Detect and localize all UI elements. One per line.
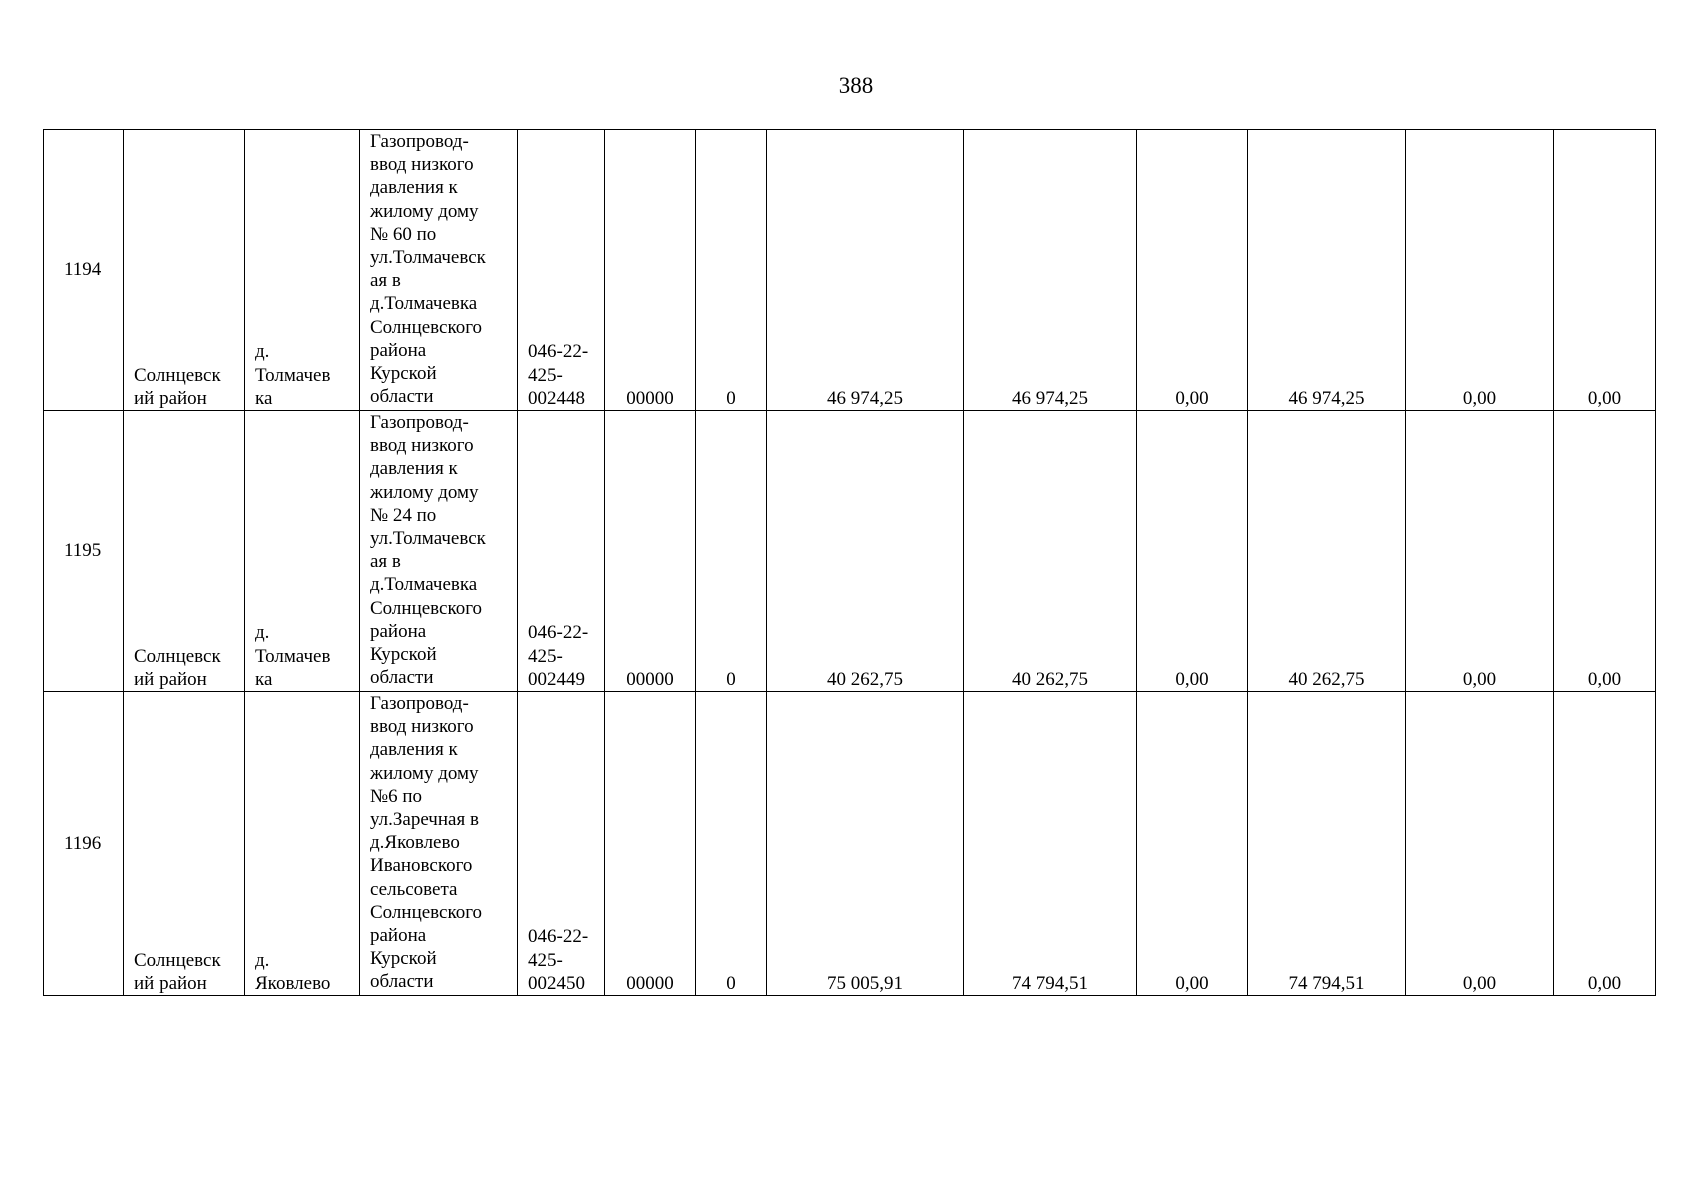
cadastral-code-cell: 046-22- 425- 002450 [518,692,605,996]
value-cell: 0,00 [1137,692,1248,996]
value-cell: 46 974,25 [1248,130,1406,411]
value-cell: 40 262,75 [964,411,1137,692]
registry-table [43,129,1656,996]
settlement-cell: д. Яковлево [245,692,360,996]
value-cell: 74 794,51 [1248,692,1406,996]
cadastral-code-cell: 046-22- 425- 002448 [518,130,605,411]
flag-cell: 0 [696,411,767,692]
value-cell: 46 974,25 [964,130,1137,411]
value-cell: 0,00 [1137,411,1248,692]
code-cell: 00000 [605,411,696,692]
value-cell: 0,00 [1406,130,1554,411]
value-cell: 0,00 [1137,130,1248,411]
table-row [44,411,1656,692]
district-cell: Солнцевск ий район [124,692,245,996]
value-cell: 40 262,75 [1248,411,1406,692]
value-cell: 0,00 [1406,692,1554,996]
settlement-cell: д. Толмачев ка [245,130,360,411]
code-cell: 00000 [605,692,696,996]
table-row [44,692,1656,996]
flag-cell: 0 [696,692,767,996]
object-name-cell: Газопровод- ввод низкого давления к жилому дому №6 по ул.Заречная в д.Яковлево Ивановского сельсовета Солнцевского района Курской области [360,692,518,996]
value-cell: 0,00 [1406,411,1554,692]
row-index: 1196 [44,692,124,996]
code-cell: 00000 [605,130,696,411]
page-number: 388 [838,73,874,98]
value-cell: 0,00 [1554,692,1656,996]
table-row [44,130,1656,411]
value-cell: 0,00 [1554,411,1656,692]
value-cell: 0,00 [1554,130,1656,411]
value-cell: 40 262,75 [767,411,964,692]
row-index: 1194 [44,130,124,411]
district-cell: Солнцевск ий район [124,130,245,411]
value-cell: 75 005,91 [767,692,964,996]
value-cell: 46 974,25 [767,130,964,411]
value-cell: 74 794,51 [964,692,1137,996]
object-name-cell: Газопровод- ввод низкого давления к жилому дому № 60 по ул.Толмачевск ая в д.Толмачевка Солнцевского района Курской области [360,130,518,411]
flag-cell: 0 [696,130,767,411]
row-index: 1195 [44,411,124,692]
district-cell: Солнцевск ий район [124,411,245,692]
object-name-cell: Газопровод- ввод низкого давления к жилому дому № 24 по ул.Толмачевск ая в д.Толмачевка Солнцевского района Курской области [360,411,518,692]
cadastral-code-cell: 046-22- 425- 002449 [518,411,605,692]
settlement-cell: д. Толмачев ка [245,411,360,692]
